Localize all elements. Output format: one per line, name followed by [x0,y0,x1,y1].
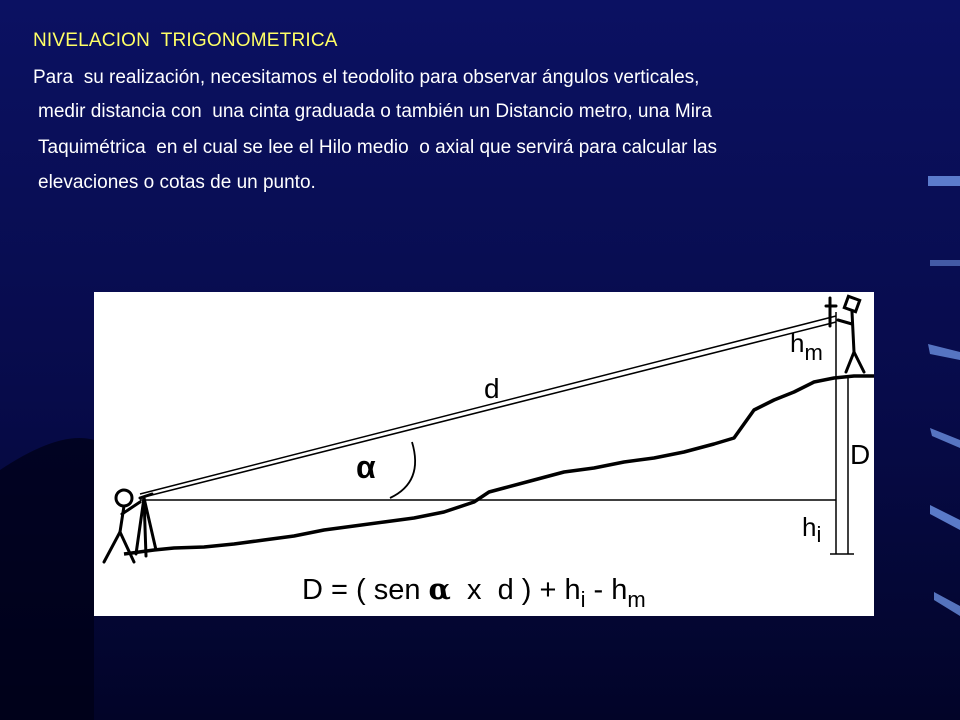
leveling-formula: D = ( sen α x d ) + $h_i - h_m$ [302,572,646,612]
label-h-m: $h_m$ [790,328,823,365]
label-alpha: α [356,449,376,485]
staff-holder-figure [826,296,864,372]
trigonometric-leveling-diagram [94,292,874,616]
slide-title: NIVELACION TRIGONOMETRICA [33,30,338,51]
paragraph-line-2: medir distancia con una cinta graduada o también un Distancio metro, una Mira [38,101,712,122]
paragraph-line-3: Taquimétrica en el cual se lee el Hilo medio o axial que servirá para calcular las [38,137,718,158]
label-D: D [850,439,871,470]
paragraph-line-1: Para su realización, necesitamos el teodolito para observar ángulos verticales, [33,67,700,88]
sight-line-lower [140,322,836,498]
label-d: d [484,373,500,404]
sight-line-upper [140,316,836,494]
label-h-i: $h_i$ [802,512,822,547]
angle-arc [390,442,415,498]
paragraph-line-4: elevaciones o cotas de un punto. [38,172,316,193]
